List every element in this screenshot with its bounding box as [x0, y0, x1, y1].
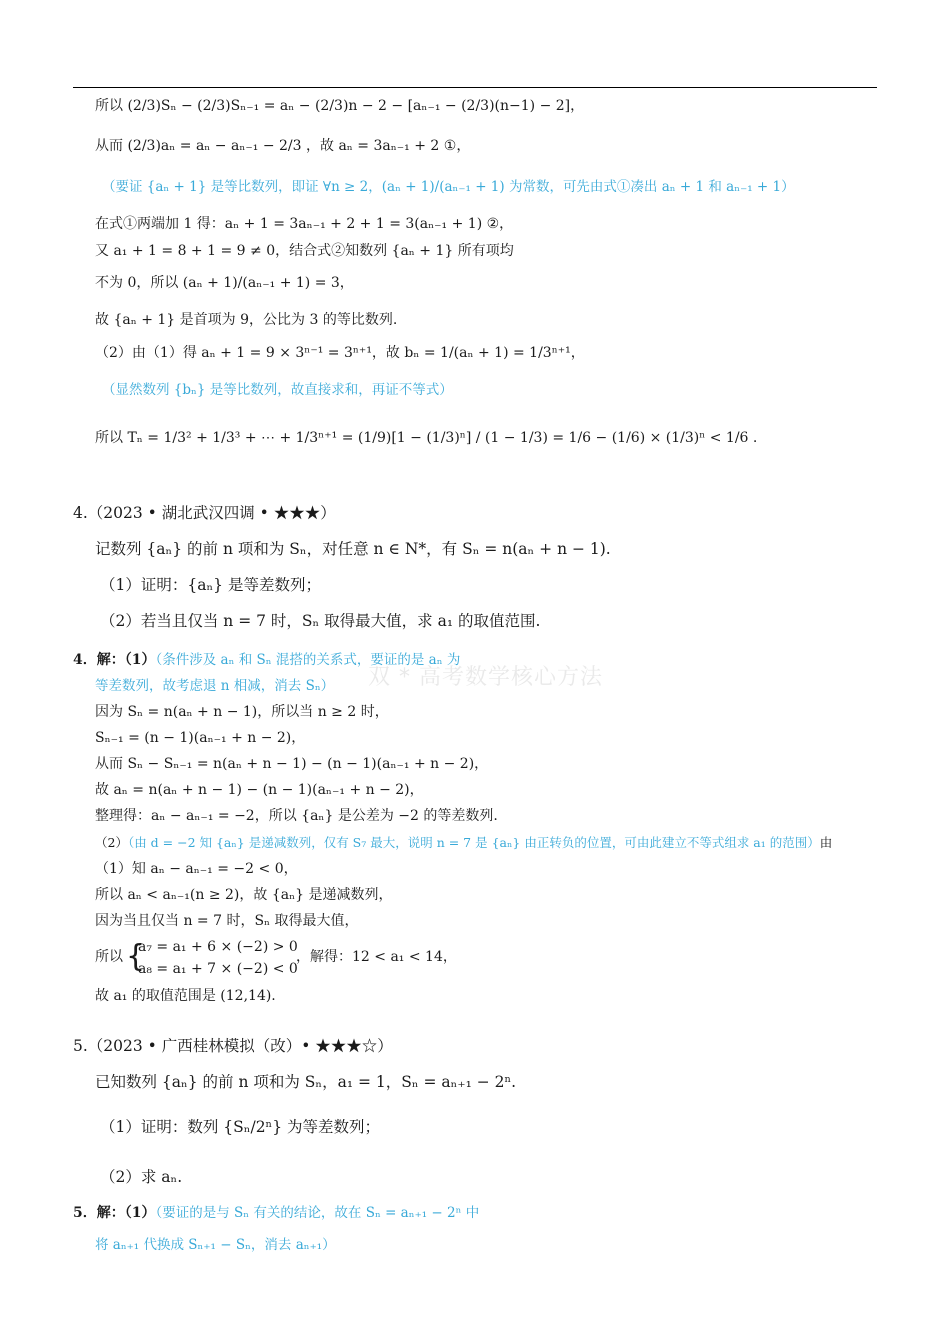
solution-line: 所以 Tₙ = 1/3² + 1/3³ + ⋯ + 1/3ⁿ⁺¹ = (1/9)[1 − (1/3)ⁿ] / (1 − 1/3) = 1/6 − (1/6) × (1/3)ⁿ < 1/6 . — [95, 430, 758, 446]
solution-line: 从而 (2/3)aₙ = aₙ − aₙ₋₁ − 2/3 ，故 aₙ = 3aₙ₋₁ + 2 ①， — [95, 138, 471, 154]
solution-line: 在式①两端加 1 得：aₙ + 1 = 3aₙ₋₁ + 2 + 1 = 3(aₙ₋₁ + 1) ②， — [95, 216, 514, 232]
watermark: 双 * 高考数学核心方法 — [368, 665, 603, 690]
system-label: 所以 — [95, 949, 123, 965]
problem-5-part-2: （2）求 aₙ. — [100, 1168, 183, 1186]
solution-line: 故 {aₙ + 1} 是首项为 9，公比为 3 的等比数列. — [95, 312, 398, 328]
problem-4-header: 4.（2023 • 湖北武汉四调 • ★★★） — [73, 504, 336, 522]
solution-line: （2）由（1）得 aₙ + 1 = 9 × 3ⁿ⁻¹ = 3ⁿ⁺¹，故 bₙ = 1/(aₙ + 1) = 1/3ⁿ⁺¹， — [95, 345, 585, 361]
solution-line: 故 aₙ = n(aₙ + n − 1) − (n − 1)(aₙ₋₁ + n − 2)， — [95, 782, 424, 798]
header-rule — [73, 87, 877, 88]
part-label: （2） — [95, 835, 128, 850]
solution-5-label — [73, 1204, 479, 1222]
solution-line: 因为当且仅当 n = 7 时，Sₙ 取得最大值， — [95, 913, 359, 929]
solution-4-head: 4．解：（1） — [73, 652, 156, 668]
solution-line: 所以 aₙ < aₙ₋₁(n ≥ 2)，故 {aₙ} 是递减数列， — [95, 887, 393, 903]
hint-note: 等差数列，故考虑退 n 相减，消去 Sₙ） — [95, 678, 335, 694]
brace-icon: { — [126, 939, 146, 974]
problem-5-part-1: （1）证明：数列 {Sₙ/2ⁿ} 为等差数列； — [100, 1118, 381, 1136]
problem-5-header: 5.（2023 • 广西桂林模拟（改）• ★★★☆） — [73, 1037, 393, 1055]
inequality-2: a₈ = a₁ + 7 × (−2) < 0 — [138, 961, 298, 977]
hint-note: （要证的是与 Sₙ 有关的结论，故在 Sₙ = aₙ₊₁ − 2ⁿ 中 — [155, 1205, 480, 1221]
solution-line: 故 a₁ 的取值范围是 (12,14). — [95, 988, 276, 1004]
solution-line: 整理得：aₙ − aₙ₋₁ = −2，所以 {aₙ} 是公差为 −2 的等差数列. — [95, 808, 498, 824]
problem-4-part-1: （1）证明：{aₙ} 是等差数列； — [100, 576, 321, 594]
hint-note: （要证 {aₙ + 1} 是等比数列，即证 ∀n ≥ 2，(aₙ + 1)/(aₙ₋₁ + 1) 为常数，可先由式①凑出 aₙ + 1 和 aₙ₋₁ + 1） — [102, 179, 795, 195]
solution-4-label — [73, 651, 460, 669]
solution-line: Sₙ₋₁ = (n − 1)(aₙ₋₁ + n − 2)， — [95, 730, 306, 746]
hint-note: 将 aₙ₊₁ 代换成 Sₙ₊₁ − Sₙ，消去 aₙ₊₁） — [95, 1237, 336, 1253]
solution-line: 不为 0，所以 (aₙ + 1)/(aₙ₋₁ + 1) = 3， — [95, 275, 354, 291]
problem-4-part-2: （2）若当且仅当 n = 7 时，Sₙ 取得最大值，求 a₁ 的取值范围. — [100, 612, 541, 630]
solution-line: （1）知 aₙ − aₙ₋₁ = −2 < 0， — [95, 861, 298, 877]
hint-note: （显然数列 {bₙ} 是等比数列，故直接求和，再证不等式） — [102, 382, 453, 398]
problem-5-statement: 已知数列 {aₙ} 的前 n 项和为 Sₙ，a₁ = 1，Sₙ = aₙ₊₁ − 2ⁿ. — [95, 1073, 517, 1091]
text: 由 — [819, 835, 833, 850]
problem-4-statement: 记数列 {aₙ} 的前 n 项和为 Sₙ，对任意 n ∈ N*，有 Sₙ = n(aₙ + n − 1). — [95, 540, 611, 558]
solution-5-head: 5．解：（1） — [73, 1205, 156, 1221]
inequality-1: a₇ = a₁ + 6 × (−2) > 0 — [138, 939, 298, 955]
solution-line: 又 a₁ + 1 = 8 + 1 = 9 ≠ 0，结合式②知数列 {aₙ + 1} 所有项均 — [95, 243, 514, 259]
solution-line — [95, 834, 832, 852]
solution-line: 因为 Sₙ = n(aₙ + n − 1)，所以当 n ≥ 2 时， — [95, 704, 389, 720]
solution-line: 所以 (2/3)Sₙ − (2/3)Sₙ₋₁ = aₙ − (2/3)n − 2 − [aₙ₋₁ − (2/3)(n−1) − 2]， — [95, 98, 585, 114]
solution-line: 从而 Sₙ − Sₙ₋₁ = n(aₙ + n − 1) − (n − 1)(aₙ₋₁ + n − 2)， — [95, 756, 489, 772]
hint-note: （条件涉及 aₙ 和 Sₙ 混搭的关系式，要证的是 aₙ 为 — [155, 652, 461, 668]
hint-note: （由 d = −2 知 {aₙ} 是递减数列，仅有 S₇ 最大，说明 n = 7 是 {aₙ} 由正转负的位置，可由此建立不等式组求 a₁ 的范围） — [127, 835, 820, 850]
solution-line: ，解得：12 < a₁ < 14， — [296, 949, 457, 965]
